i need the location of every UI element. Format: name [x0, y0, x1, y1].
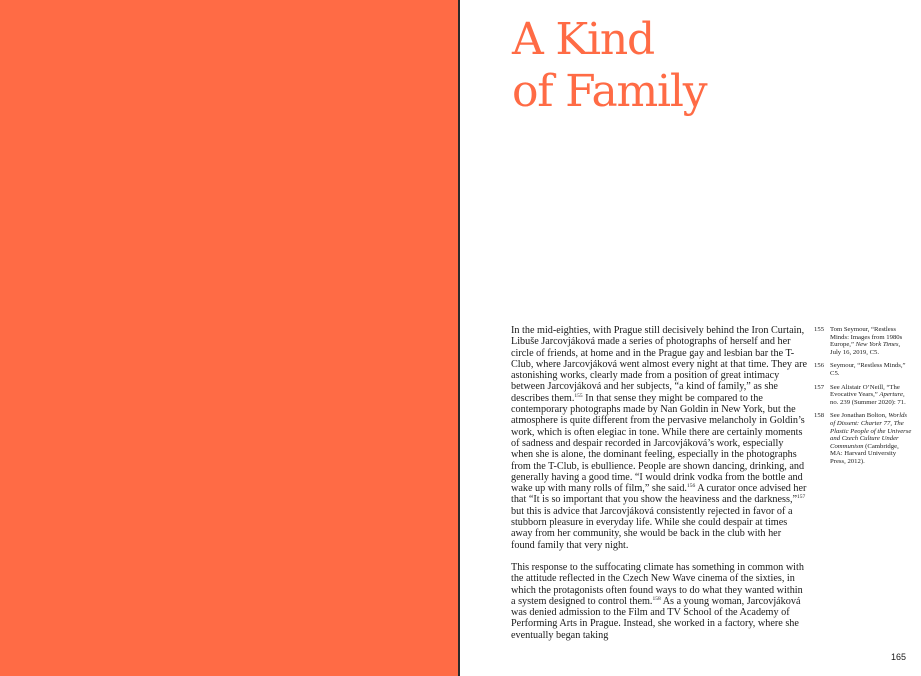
body-text-run: In that sense they might be compared to the contemporary photographs made by Nan Goldin in New York, but the atmosphere is quite different from the pervasive melancholy in Goldin’s work, which is often elegiac in tone. While there are certainly moments of sadness and despair recorded in Jarcovjáková’s work, especially when she is alone, the dominant feeling, especially in the photographs from the T-Club, is ebullience. People are shown dancing, drinking, and generally having a good time. “I would drink vodka from the bottle and wake up with many rolls of film,” she said.	[511, 392, 805, 495]
body-text-run: As a young woman, Jarcovjáková was denied admission to the Film and TV School of the Academy of Performing Arts in Prague. Instead, she worked in a factory, where she eventually began taking	[511, 595, 801, 641]
right-page	[460, 0, 921, 676]
footnote-text-run: , July 16, 2019, C5.	[830, 341, 901, 356]
footnote-reference: 156	[686, 483, 696, 490]
body-paragraph	[511, 325, 807, 551]
footnote-reference: 157	[797, 494, 806, 501]
footnote-item	[814, 362, 912, 377]
body-text-run: In the mid-eighties, with Prague still decisively behind the Iron Curtain, Libuše Jarcovjáková made a series of photographs of herself and her circle of friends, at home and in the Prague gay and lesbian bar the T-Club, where Jarcovjáková went almost every night at that time. They are astonishing works, clearly made from a position of great intimacy between Jarcovjáková and her subjects, “a kind of family,” as she describes them.	[511, 325, 808, 404]
footnote-item	[814, 412, 912, 465]
chapter-title-line-1: A Kind	[512, 14, 655, 65]
footnote-number: 155	[814, 326, 825, 333]
footnote-title-italic: Worlds of Dissent: Charter 77, The Plastic People of the Universe and Czech Culture Under Communism	[830, 412, 912, 450]
footnotes	[814, 326, 912, 472]
body-text-run: A curator once advised her that “It is so important that you show the heaviness and the darkness,”	[511, 483, 807, 506]
body-text-run: but this is advice that Jarcovjáková consistently rejected in favor of a stubborn pleasure in everyday life. While she could despair at times away from her community, she would be back in the club with her found family that very night.	[511, 505, 793, 551]
footnote-text-run: , no. 239 (Summer 2020): 71.	[830, 391, 906, 406]
footnote-number: 158	[814, 412, 825, 420]
footnote-text	[830, 326, 912, 356]
footnote-text	[830, 384, 912, 407]
footnote-text	[830, 412, 912, 465]
footnote-text	[830, 362, 912, 377]
footnote-text-run: See Jonathan Bolton,	[830, 412, 889, 420]
chapter-title-line-2: of Family	[512, 66, 707, 117]
body-paragraph	[511, 562, 807, 641]
body-text-run: This response to the suffocating climate has something in common with the attitude reflected in the Czech New Wave cinema of the sixties, in which the protagonists often found ways to do what they wanted within a system designed to control them.	[511, 561, 804, 607]
footnote-number: 157	[814, 383, 825, 391]
page-number: 165	[890, 652, 906, 662]
body-text	[511, 325, 807, 652]
left-page-color-field	[0, 0, 458, 676]
footnote-reference: 158	[652, 595, 661, 602]
chapter-title	[512, 14, 706, 118]
footnote-item	[814, 384, 912, 407]
footnote-text-run: Seymour, “Restless Minds,” C5.	[830, 362, 906, 377]
footnote-title-italic: New York Times	[855, 341, 899, 349]
footnote-title-italic: Aperture	[879, 391, 903, 399]
footnote-text-run: Tom Seymour, “Restless Minds: Images from 1980s Europe,”	[830, 326, 903, 349]
footnote-number: 156	[814, 362, 825, 370]
footnote-reference: 155	[574, 392, 583, 399]
footnote-text-run: See Alistair O’Neill, “The Evocative Years,”	[830, 383, 900, 399]
footnote-item	[814, 326, 912, 356]
footnote-text-run: (Cambridge, MA: Harvard University Press, 2012).	[830, 442, 899, 465]
